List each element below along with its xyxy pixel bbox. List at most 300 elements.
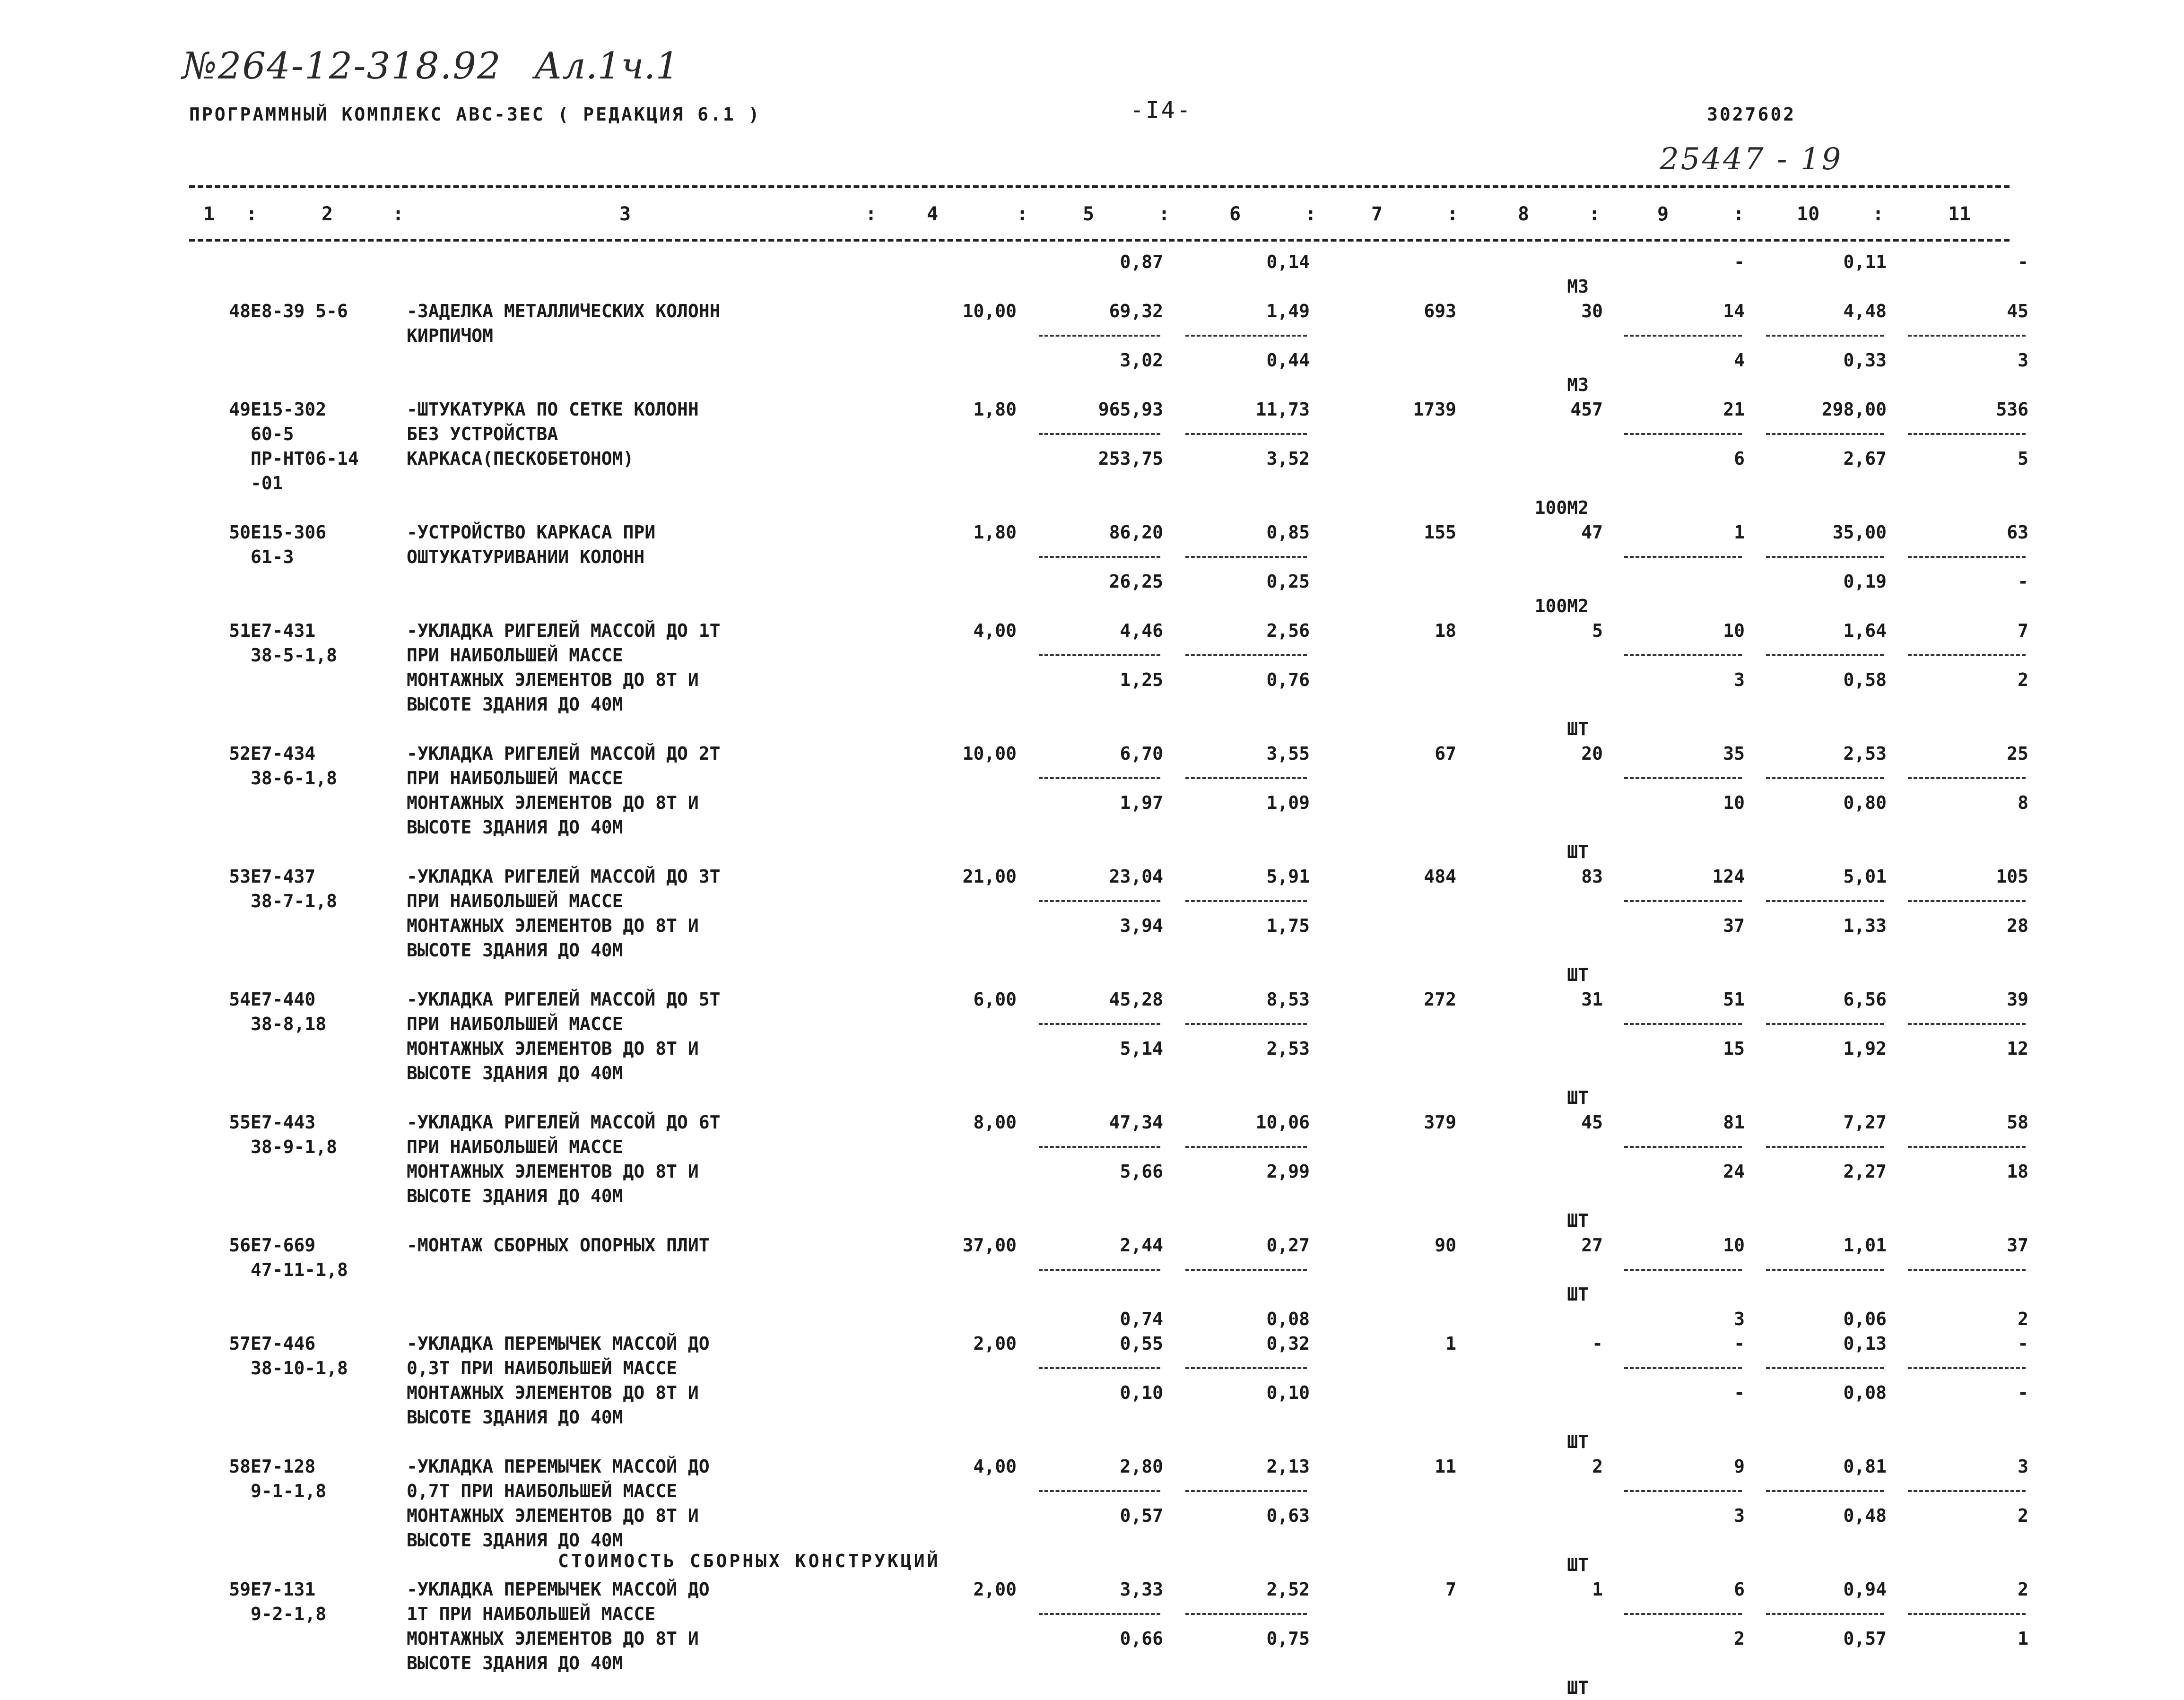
empty-cell — [832, 790, 1017, 815]
row-number: 56 — [229, 1235, 251, 1256]
value-col5: 5,14 — [1120, 1038, 1163, 1059]
value-col6: 2,99 — [1266, 1161, 1310, 1182]
value-col11: - — [2018, 571, 2028, 592]
empty-cell — [189, 1159, 251, 1184]
empty-cell — [1310, 1012, 1456, 1036]
empty-cell — [189, 1380, 251, 1405]
col-separator: : — [1158, 203, 1170, 225]
dash-separator — [1163, 1135, 1310, 1159]
empty-cell — [189, 766, 251, 790]
value-col7: 11 — [1435, 1456, 1456, 1477]
empty-cell — [832, 1602, 1017, 1626]
pre-values-row — [189, 569, 2028, 594]
norm-code — [251, 1651, 407, 1675]
value-col11: - — [2018, 1382, 2028, 1403]
dash-separator — [1603, 889, 1745, 913]
work-description: -ШТУКАТУРКА ПО СЕТКЕ КОЛОНН — [407, 399, 699, 420]
empty-cell — [832, 1307, 1017, 1331]
value-col10: 35,00 — [1832, 522, 1887, 543]
empty-cell — [1163, 1061, 1310, 1085]
col-10-header: 10 — [1797, 203, 1820, 225]
work-description: КИРПИЧОМ — [407, 325, 494, 346]
value-col10: 0,48 — [1843, 1505, 1887, 1526]
value-col5: 4,46 — [1120, 620, 1163, 641]
empty-cell — [1310, 569, 1456, 594]
empty-cell — [1887, 1528, 2028, 1553]
value-col6: 0,14 — [1266, 252, 1310, 272]
empty-cell — [832, 1356, 1017, 1380]
dash-separator — [1887, 1602, 2028, 1626]
empty-cell — [189, 1528, 251, 1553]
row-number: 53 — [229, 866, 251, 887]
col-4-header: 4 — [927, 203, 939, 225]
dash-separator — [1887, 1012, 2028, 1036]
dash-separator — [1745, 545, 1887, 569]
unit-row — [189, 1208, 2028, 1233]
empty-cell — [832, 668, 1017, 692]
empty-cell — [1310, 668, 1456, 692]
col-separator: : — [246, 203, 258, 225]
value-col6: 1,09 — [1266, 792, 1310, 813]
value-col10: 0,19 — [1843, 571, 1887, 592]
norm-code: Е7-437 — [251, 866, 316, 887]
value-col7: 1 — [1445, 1333, 1456, 1354]
empty-cell — [189, 1307, 251, 1331]
continuation-row — [189, 815, 2028, 840]
empty-cell — [1310, 446, 1456, 471]
unit-row — [189, 594, 2028, 618]
empty-cell — [1456, 348, 1603, 373]
value-col11: 18 — [2007, 1161, 2028, 1182]
continuation-row — [189, 471, 2028, 495]
work-description: ВЫСОТЕ ЗДАНИЯ ДО 40М — [407, 1653, 623, 1674]
value-col9: 1 — [1734, 522, 1745, 543]
dash-separator — [1163, 1258, 1310, 1282]
value-col6: 11,73 — [1255, 399, 1310, 420]
empty-cell — [832, 1380, 1017, 1405]
col-11-header: 11 — [1948, 203, 1971, 225]
handwritten-album: Ал.1ч.1 — [534, 45, 679, 87]
value-col11: 5 — [2018, 448, 2028, 469]
value-col5: 0,74 — [1120, 1309, 1163, 1329]
dash-separator — [1163, 1479, 1310, 1503]
page-number: -I4- — [1130, 97, 1192, 123]
value-col6: 1,49 — [1266, 301, 1310, 321]
empty-cell — [1456, 766, 1603, 790]
empty-cell — [1456, 545, 1603, 569]
work-description: 0,7Т ПРИ НАИБОЛЬШЕЙ МАССЕ — [407, 1481, 677, 1501]
empty-cell — [1310, 889, 1456, 913]
empty-cell — [189, 1061, 251, 1085]
unit-row — [189, 1085, 2028, 1110]
dash-separator — [1745, 889, 1887, 913]
work-description — [407, 1258, 832, 1282]
work-description: ПРИ НАИБОЛЬШЕЙ МАССЕ — [407, 1136, 623, 1157]
empty-cell — [1745, 471, 1887, 495]
value-col10: 0,13 — [1843, 1333, 1887, 1354]
empty-cell — [251, 569, 407, 594]
value-col8: 47 — [1581, 522, 1603, 543]
unit-label: ШТ — [1567, 841, 1589, 862]
empty-cell — [1163, 938, 1310, 963]
empty-cell — [1603, 1528, 1745, 1553]
empty-cell — [1310, 643, 1456, 668]
empty-cell — [1163, 815, 1310, 840]
empty-cell — [1745, 1184, 1887, 1208]
empty-cell — [189, 1135, 251, 1159]
value-col5: 47,34 — [1109, 1112, 1163, 1133]
empty-cell — [189, 323, 251, 348]
empty-cell — [1456, 815, 1603, 840]
value-col9 — [1603, 569, 1745, 594]
norm-code: 38-7-1,8 — [251, 891, 338, 911]
value-col7: 379 — [1424, 1112, 1456, 1133]
empty-cell — [1745, 815, 1887, 840]
value-col5: 3,02 — [1120, 350, 1163, 371]
value-col10: 0,58 — [1843, 669, 1887, 690]
dash-separator — [1017, 422, 1163, 446]
empty-cell — [251, 348, 407, 373]
quantity: 2,00 — [973, 1333, 1017, 1354]
continuation-row — [189, 446, 2028, 471]
empty-cell — [1456, 790, 1603, 815]
empty-cell — [1745, 1061, 1887, 1085]
dash-separator — [1887, 323, 2028, 348]
value-col9: 81 — [1723, 1112, 1745, 1133]
empty-cell — [1163, 1528, 1310, 1553]
continuation-row — [189, 1626, 2028, 1651]
empty-cell — [189, 446, 251, 471]
dash-separator — [1163, 545, 1310, 569]
empty-cell — [1310, 471, 1456, 495]
norm-code: 9-2-1,8 — [251, 1604, 327, 1624]
value-col11: - — [2018, 252, 2028, 272]
empty-cell — [189, 1651, 251, 1675]
work-description: -УКЛАДКА РИГЕЛЕЙ МАССОЙ ДО 1Т — [407, 620, 721, 641]
norm-code: Е7-440 — [251, 989, 316, 1010]
value-col11: 3 — [2018, 1456, 2028, 1477]
dash-separator — [1603, 422, 1745, 446]
empty-cell — [1017, 938, 1163, 963]
dash-separator — [1887, 1479, 2028, 1503]
empty-cell — [189, 643, 251, 668]
continuation-row — [189, 1159, 2028, 1184]
empty-cell — [1310, 348, 1456, 373]
norm-code: Е15-306 — [251, 522, 327, 543]
value-col9: 9 — [1734, 1456, 1745, 1477]
norm-code — [251, 913, 407, 938]
unit-row — [189, 1430, 2028, 1454]
value-col10: 0,06 — [1843, 1309, 1887, 1329]
value-col11: 58 — [2007, 1112, 2028, 1133]
value-col5: 0,57 — [1120, 1505, 1163, 1526]
norm-code — [251, 668, 407, 692]
value-col8: 2 — [1592, 1456, 1603, 1477]
empty-cell — [1310, 1479, 1456, 1503]
row-number: 50 — [229, 522, 251, 543]
value-col7: 67 — [1435, 743, 1456, 764]
empty-cell — [189, 668, 251, 692]
norm-code — [251, 1036, 407, 1061]
value-col5: 1,25 — [1120, 669, 1163, 690]
dash-separator — [1603, 1602, 1745, 1626]
value-col5: 3,33 — [1120, 1579, 1163, 1600]
empty-cell — [1456, 1012, 1603, 1036]
empty-cell — [1603, 1405, 1745, 1430]
dash-separator — [1603, 545, 1745, 569]
empty-cell — [189, 250, 251, 274]
unit-row — [189, 1282, 2028, 1307]
dash-separator — [1603, 1012, 1745, 1036]
work-description: -УКЛАДКА РИГЕЛЕЙ МАССОЙ ДО 5Т — [407, 989, 721, 1010]
value-col5: 0,87 — [1120, 252, 1163, 272]
value-col7: 7 — [1445, 1579, 1456, 1600]
work-description: ВЫСОТЕ ЗДАНИЯ ДО 40М — [407, 1407, 623, 1428]
empty-cell — [1603, 1184, 1745, 1208]
quantity: 10,00 — [962, 301, 1017, 321]
empty-cell — [832, 1159, 1017, 1184]
col-separator: : — [865, 203, 877, 225]
empty-cell — [1456, 1135, 1603, 1159]
value-col5: 5,66 — [1120, 1161, 1163, 1182]
empty-cell — [189, 1626, 251, 1651]
table-row — [189, 987, 2028, 1012]
norm-code — [251, 1528, 407, 1553]
value-col11: 3 — [2018, 350, 2028, 371]
value-col11: 8 — [2018, 792, 2028, 813]
empty-cell — [1017, 471, 1163, 495]
table-row — [189, 1110, 2028, 1135]
col-2-header: 2 — [322, 203, 333, 225]
empty-cell — [189, 692, 251, 717]
value-col7: 272 — [1424, 989, 1456, 1010]
row-number: 58 — [229, 1456, 251, 1477]
value-col8: 30 — [1581, 301, 1603, 321]
value-col10: 4,48 — [1843, 301, 1887, 321]
norm-code — [251, 323, 407, 348]
dash-row — [189, 1012, 2028, 1036]
value-col9: - — [1734, 1333, 1745, 1354]
unit-row — [189, 373, 2028, 397]
dash-separator — [1745, 1135, 1887, 1159]
continuation-row — [189, 1061, 2028, 1085]
col-1-header: 1 — [203, 203, 215, 225]
continuation-row — [189, 1036, 2028, 1061]
empty-cell — [1456, 1503, 1603, 1528]
dash-separator — [1887, 1135, 2028, 1159]
empty-cell — [407, 1307, 832, 1331]
value-col5: 45,28 — [1109, 989, 1163, 1010]
value-col10: 0,81 — [1843, 1456, 1887, 1477]
empty-cell — [832, 1135, 1017, 1159]
empty-cell — [1887, 938, 2028, 963]
empty-cell — [1745, 1651, 1887, 1675]
dash-separator — [1017, 1356, 1163, 1380]
empty-cell — [1456, 889, 1603, 913]
norm-code: Е8-39 5-6 — [251, 301, 348, 321]
empty-cell — [832, 1184, 1017, 1208]
empty-cell — [1456, 569, 1603, 594]
value-col10: 0,80 — [1843, 792, 1887, 813]
quantity: 1,80 — [973, 399, 1017, 420]
norm-code: Е7-446 — [251, 1333, 316, 1354]
value-col8: 5 — [1592, 620, 1603, 641]
value-col10: 2,67 — [1843, 448, 1887, 469]
empty-cell — [832, 1036, 1017, 1061]
empty-cell — [1310, 1307, 1456, 1331]
empty-cell — [1310, 766, 1456, 790]
footer-caption: СТОИМОСТЬ СБОРНЫХ КОНСТРУКЦИЙ — [558, 1551, 940, 1571]
value-col6: 0,10 — [1266, 1382, 1310, 1403]
value-col11: 2 — [2018, 1309, 2028, 1329]
norm-code: 38-9-1,8 — [251, 1136, 338, 1157]
value-col9: 2 — [1734, 1628, 1745, 1649]
unit-row — [189, 840, 2028, 864]
work-description: -ЗАДЕЛКА МЕТАЛЛИЧЕСКИХ КОЛОНН — [407, 301, 721, 321]
empty-cell — [251, 250, 407, 274]
dash-separator — [1017, 643, 1163, 668]
empty-cell — [832, 323, 1017, 348]
value-col9: 14 — [1723, 301, 1745, 321]
dash-separator — [1745, 1356, 1887, 1380]
value-col10: 0,57 — [1843, 1628, 1887, 1649]
empty-cell — [832, 766, 1017, 790]
empty-cell — [832, 569, 1017, 594]
empty-cell — [832, 471, 1017, 495]
table-row — [189, 864, 2028, 889]
value-col6: 0,32 — [1266, 1333, 1310, 1354]
work-description: ОШТУКАТУРИВАНИИ КОЛОНН — [407, 546, 645, 567]
norm-code — [251, 1380, 407, 1405]
dash-separator — [1603, 1479, 1745, 1503]
work-description: ВЫСОТЕ ЗДАНИЯ ДО 40М — [407, 1063, 623, 1084]
value-col8: 31 — [1581, 989, 1603, 1010]
row-number: 54 — [229, 989, 251, 1010]
empty-cell — [1456, 938, 1603, 963]
value-col9: 51 — [1723, 989, 1745, 1010]
dash-separator — [1163, 323, 1310, 348]
value-col9: 10 — [1723, 620, 1745, 641]
empty-cell — [1310, 1135, 1456, 1159]
value-col9: 10 — [1723, 1235, 1745, 1256]
unit-row — [189, 1553, 2028, 1577]
norm-code: 47-11-1,8 — [251, 1259, 348, 1280]
empty-cell — [1887, 471, 2028, 495]
value-col6: 0,75 — [1266, 1628, 1310, 1649]
header-top-rule — [189, 185, 2010, 188]
value-col10: 7,27 — [1843, 1112, 1887, 1133]
empty-cell — [1456, 422, 1603, 446]
empty-cell — [1017, 815, 1163, 840]
empty-cell — [1456, 1528, 1603, 1553]
row-number: 52 — [229, 743, 251, 764]
value-col6: 5,91 — [1266, 866, 1310, 887]
empty-cell — [1603, 692, 1745, 717]
work-description: ВЫСОТЕ ЗДАНИЯ ДО 40М — [407, 1186, 623, 1206]
document-code: 3027602 — [1707, 104, 1796, 125]
empty-cell — [1887, 1061, 2028, 1085]
empty-cell — [1603, 938, 1745, 963]
value-col5: 1,97 — [1120, 792, 1163, 813]
value-col9: 35 — [1723, 743, 1745, 764]
value-col7: 18 — [1435, 620, 1456, 641]
empty-cell — [189, 938, 251, 963]
dash-separator — [1745, 1012, 1887, 1036]
table-row — [189, 1331, 2028, 1356]
norm-code: Е7-434 — [251, 743, 316, 764]
table-row — [189, 520, 2028, 545]
col-separator: : — [1589, 203, 1601, 225]
work-description: 0,3Т ПРИ НАИБОЛЬШЕЙ МАССЕ — [407, 1358, 677, 1379]
work-description: ВЫСОТЕ ЗДАНИЯ ДО 40М — [407, 694, 623, 715]
value-col9: 3 — [1734, 1309, 1745, 1329]
value-col10: 298,00 — [1821, 399, 1887, 420]
dash-separator — [1745, 323, 1887, 348]
work-description: МОНТАЖНЫХ ЭЛЕМЕНТОВ ДО 8Т И — [407, 792, 699, 813]
dash-separator — [1017, 545, 1163, 569]
empty-cell — [1456, 1184, 1603, 1208]
dash-separator — [1603, 1135, 1745, 1159]
value-col7: 693 — [1424, 301, 1456, 321]
dash-separator — [1887, 1258, 2028, 1282]
value-col9: 6 — [1734, 448, 1745, 469]
empty-cell — [1310, 1380, 1456, 1405]
empty-cell — [1456, 1626, 1603, 1651]
continuation-row — [189, 1380, 2028, 1405]
quantity: 37,00 — [962, 1235, 1017, 1256]
value-col11: 63 — [2007, 522, 2028, 543]
continuation-row — [189, 1651, 2028, 1675]
value-col11: 28 — [2007, 915, 2028, 936]
empty-cell — [251, 1307, 407, 1331]
empty-cell — [832, 250, 1017, 274]
unit-label: М3 — [1567, 276, 1589, 297]
dash-separator — [1163, 889, 1310, 913]
continuation-row — [189, 913, 2028, 938]
row-number: 48 — [229, 301, 251, 321]
unit-label: ШТ — [1567, 1087, 1589, 1108]
unit-label: ШТ — [1567, 719, 1589, 739]
unit-row — [189, 717, 2028, 741]
unit-row — [189, 1675, 2028, 1700]
value-col8: 20 — [1581, 743, 1603, 764]
empty-cell — [189, 471, 251, 495]
table-row — [189, 1577, 2028, 1602]
work-description: МОНТАЖНЫХ ЭЛЕМЕНТОВ ДО 8Т И — [407, 1505, 699, 1526]
empty-cell — [189, 913, 251, 938]
value-col6: 1,75 — [1266, 915, 1310, 936]
dash-separator — [1745, 422, 1887, 446]
col-9-header: 9 — [1657, 203, 1669, 225]
dash-separator — [1163, 766, 1310, 790]
work-description: ВЫСОТЕ ЗДАНИЯ ДО 40М — [407, 940, 623, 961]
empty-cell — [407, 569, 832, 594]
value-col10: 0,11 — [1843, 252, 1887, 272]
value-col11: 2 — [2018, 1579, 2028, 1600]
header-bottom-rule — [189, 239, 2010, 242]
value-col6: 2,56 — [1266, 620, 1310, 641]
empty-cell — [832, 1626, 1017, 1651]
dash-separator — [1603, 766, 1745, 790]
value-col5: 0,10 — [1120, 1382, 1163, 1403]
dash-separator — [1017, 889, 1163, 913]
value-col9: 124 — [1712, 866, 1745, 887]
value-col5: 253,75 — [1098, 448, 1163, 469]
empty-cell — [832, 889, 1017, 913]
empty-cell — [1456, 1159, 1603, 1184]
work-description: КАРКАСА(ПЕСКОБЕТОНОМ) — [407, 448, 634, 469]
col-separator: : — [1447, 203, 1459, 225]
